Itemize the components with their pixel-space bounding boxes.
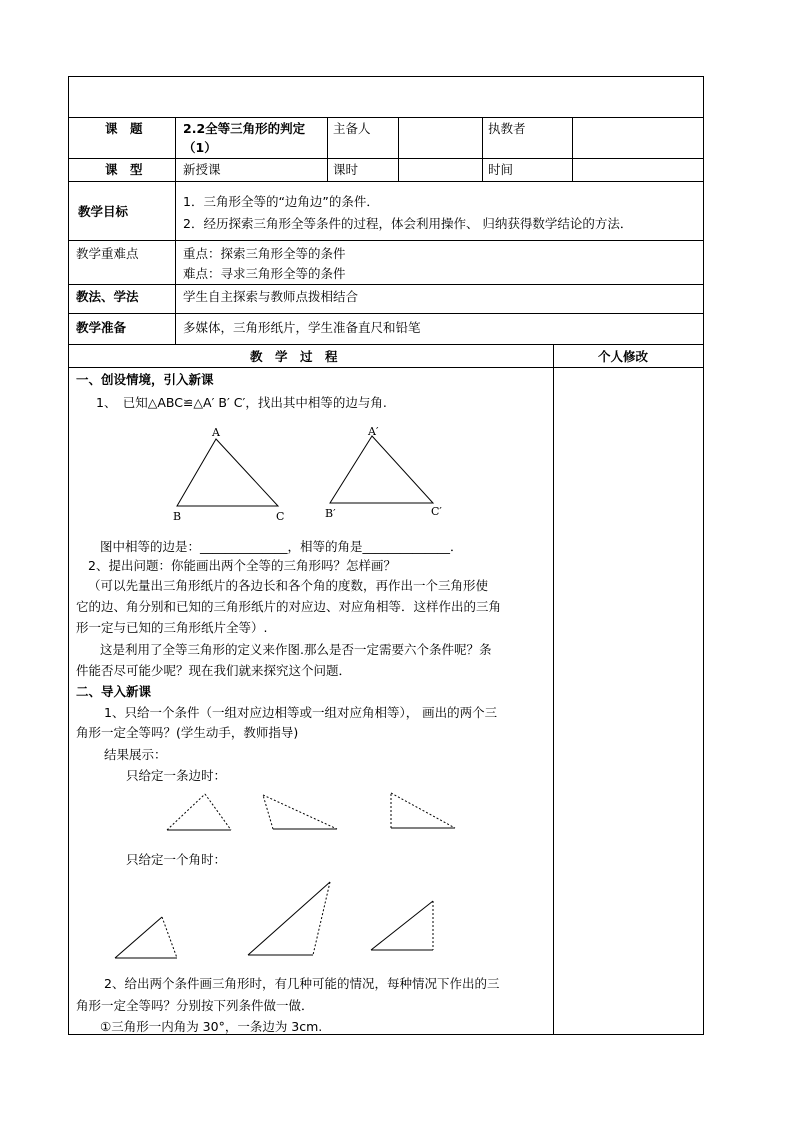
vertex-c: C <box>276 510 285 523</box>
method-label: 教法、学法 <box>76 289 139 304</box>
vertex-b-prime: B′ <box>325 507 336 520</box>
section1-p4: 这是利用了全等三角形的定义来作图.那么是否一定需要六个条件呢？条 <box>100 642 492 657</box>
section1-p5: 件能否尽可能少呢？现在我们就来探究这个问题． <box>76 663 352 678</box>
teacher-label: 执教者 <box>488 121 526 136</box>
vertex-c-prime: C′ <box>431 505 442 518</box>
section2-item1: ①三角形一内角为 30°，一条边为 3cm. <box>100 1019 323 1034</box>
prep-label: 教学准备 <box>76 320 127 335</box>
topic-value: 2.2全等三角形的判定 <box>183 121 306 136</box>
section1-p1: （可以先量出三角形纸片的各边长和各个角的度数，再作出一个三角形使 <box>88 578 489 593</box>
time-label: 时间 <box>488 162 514 177</box>
prep-value: 多媒体，三角形纸片，学生准备直尺和铅笔 <box>183 320 421 335</box>
type-label: 课 型 <box>105 162 143 177</box>
section1-q1: 1、 已知△ABC≌△A′ B′ C′，找出其中相等的边与角. <box>96 395 387 410</box>
topic-value-line2: （1） <box>183 140 217 155</box>
topic-label: 课 题 <box>105 121 143 136</box>
one-side-label: 只给定一条边时： <box>126 768 227 783</box>
section2-q2a: 2、给出两个条件画三角形时，有几种可能的情况，每种情况下作出的三 <box>104 976 500 991</box>
goal-2: 2．经历探索三角形全等条件的过程，体会利用操作、 归纳获得数学结论的方法． <box>183 216 633 231</box>
section1-title: 一、创设情境，引入新课 <box>76 372 214 387</box>
keypoint-focus: 重点：探索三角形全等的条件 <box>183 246 346 261</box>
goal-1: 1．三角形全等的“边角边”的条件． <box>183 194 379 209</box>
section2-q2b: 角形一定全等吗？分别按下列条件做一做． <box>76 998 314 1013</box>
method-value: 学生自主探索与教师点拨相结合 <box>183 289 359 304</box>
section2-q1b: 角形一定全等吗？(学生动手，教师指导) <box>76 725 299 740</box>
vertex-a-prime: A′ <box>368 425 379 438</box>
section1-q2: 2、提出问题：你能画出两个全等的三角形吗？怎样画？ <box>88 558 396 573</box>
section2-title: 二、导入新课 <box>76 684 152 699</box>
keypoints-label: 教学重难点 <box>76 246 139 261</box>
goals-label: 教学目标 <box>78 204 129 219</box>
section1-p3: 形一定与已知的三角形纸片全等）. <box>76 620 268 635</box>
section2-q1a: 1、只给一个条件（一组对应边相等或一组对应角相等）， 画出的两个三 <box>104 705 498 720</box>
personal-edit-header: 个人修改 <box>598 349 649 364</box>
vertex-a: A <box>212 426 220 439</box>
vertex-b: B <box>173 510 182 523</box>
fill-in-line: 图中相等的边是：______________，相等的角是______________． <box>100 539 463 554</box>
type-value: 新授课 <box>183 162 221 177</box>
one-angle-label: 只给定一个角时： <box>126 852 227 867</box>
process-header: 教 学 过 程 <box>250 349 338 364</box>
section1-p2: 它的边、角分别和已知的三角形纸片的对应边、对应角相等．这样作出的三角 <box>76 599 502 614</box>
keypoint-difficulty: 难点：寻求三角形全等的条件 <box>183 266 346 281</box>
preparer-label: 主备人 <box>333 121 371 136</box>
result-label: 结果展示： <box>104 747 167 762</box>
hours-label: 课时 <box>333 162 359 177</box>
